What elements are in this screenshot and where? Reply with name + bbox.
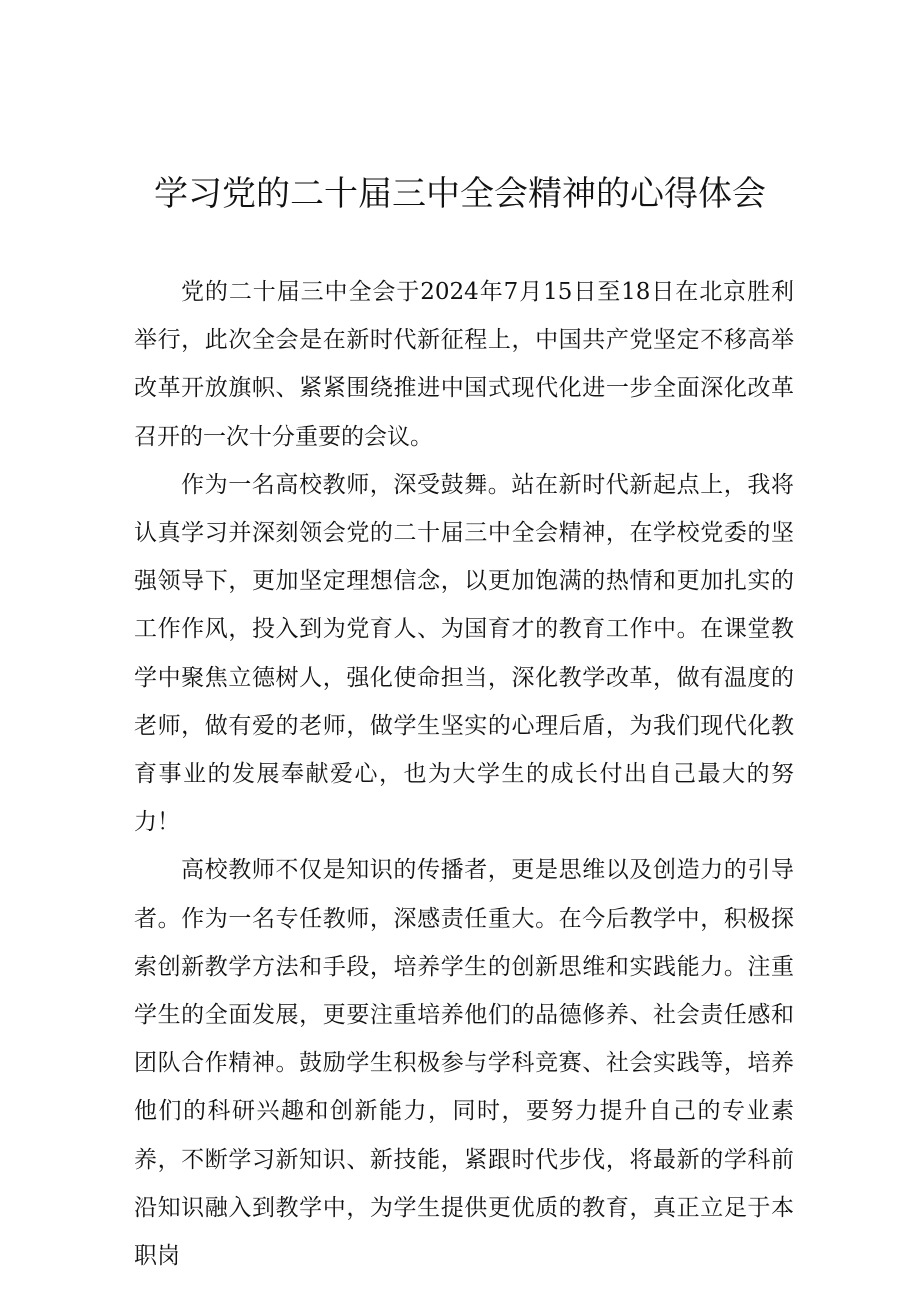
document-title: 学习党的二十届三中全会精神的心得体会	[154, 174, 766, 214]
document-body	[134, 268, 794, 1280]
paragraph-1: 党的二十届三中全会于2024年7月15日至18日在北京胜利举行，此次全会是在新时代新征程上，中国共产党坚定不移高举改革开放旗帜、紧紧围绕推进中国式现代化进一步全面深化改革召开的一次十分重要的会议。	[134, 279, 794, 450]
paragraph-2: 作为一名高校教师，深受鼓舞。站在新时代新起点上，我将认真学习并深刻领会党的二十届三中全会精神，在学校党委的坚强领导下，更加坚定理想信念，以更加饱满的热情和更加扎实的工作作风，投入到为党育人、为国育才的教育工作中。在课堂教学中聚焦立德树人，强化使命担当，深化教学改革，做有温度的老师，做有爱的老师，做学生坚实的心理后盾，为我们现代化教育事业的发展奉献爱心，也为大学生的成长付出自己最大的努力！	[134, 471, 794, 836]
paragraph-3: 高校教师不仅是知识的传播者，更是思维以及创造力的引导者。作为一名专任教师，深感责任重大。在今后教学中，积极探索创新教学方法和手段，培养学生的创新思维和实践能力。注重学生的全面发展，更要注重培养他们的品德修养、社会责任感和团队合作精神。鼓励学生积极参与学科竞赛、社会实践等，培养他们的科研兴趣和创新能力，同时，要努力提升自己的专业素养，不断学习新知识、新技能，紧跟时代步伐，将最新的学科前沿知识融入到教学中，为学生提供更优质的教育，真正立足于本职岗	[134, 857, 794, 1270]
